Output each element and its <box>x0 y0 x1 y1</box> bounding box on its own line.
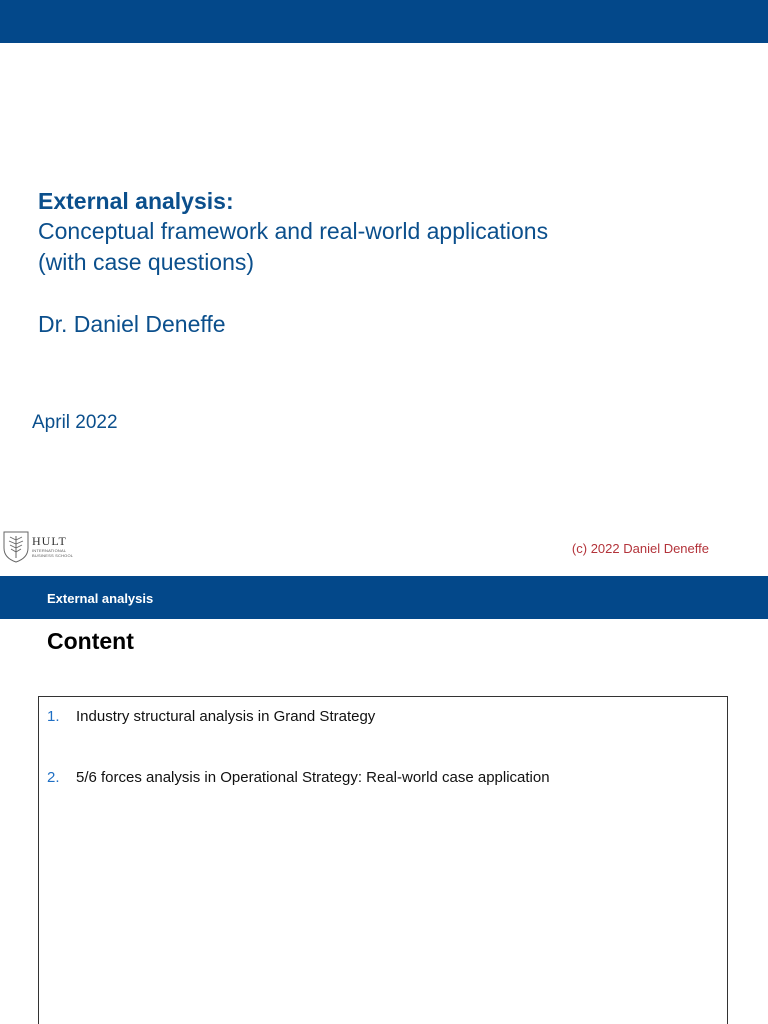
slide-header-bar <box>0 576 768 619</box>
title-subtitle-line-2: (with case questions) <box>38 249 255 275</box>
list-item <box>47 768 550 787</box>
logo-text <box>32 535 73 558</box>
title-heading: External analysis: <box>38 188 234 214</box>
title-subtitle-line-1: Conceptual framework and real-world applications <box>38 218 549 244</box>
top-banner <box>0 0 768 43</box>
hult-logo <box>2 526 82 566</box>
slide-header-label: External analysis <box>47 591 154 606</box>
presentation-date: April 2022 <box>32 412 118 433</box>
hult-seal-icon <box>2 528 30 564</box>
content-list-box <box>38 696 728 1024</box>
list-item-number: 1. <box>47 708 60 725</box>
author-name: Dr. Daniel Deneffe <box>38 311 226 337</box>
list-item-number: 2. <box>47 769 60 786</box>
title-block <box>38 186 548 278</box>
list-item-text: Industry structural analysis in Grand Strategy <box>76 708 376 725</box>
list-item <box>47 707 375 726</box>
logo-subline-2: BUSINESS SCHOOL <box>32 552 74 558</box>
copyright-notice: (c) 2022 Daniel Deneffe <box>571 541 709 556</box>
logo-subline-1: INTERNATIONAL <box>32 547 67 553</box>
content-slide <box>0 576 768 1024</box>
logo-name: HULT <box>32 533 67 548</box>
list-item-text: 5/6 forces analysis in Operational Strategy: Real-world case application <box>76 769 550 786</box>
content-heading: Content <box>47 628 134 654</box>
